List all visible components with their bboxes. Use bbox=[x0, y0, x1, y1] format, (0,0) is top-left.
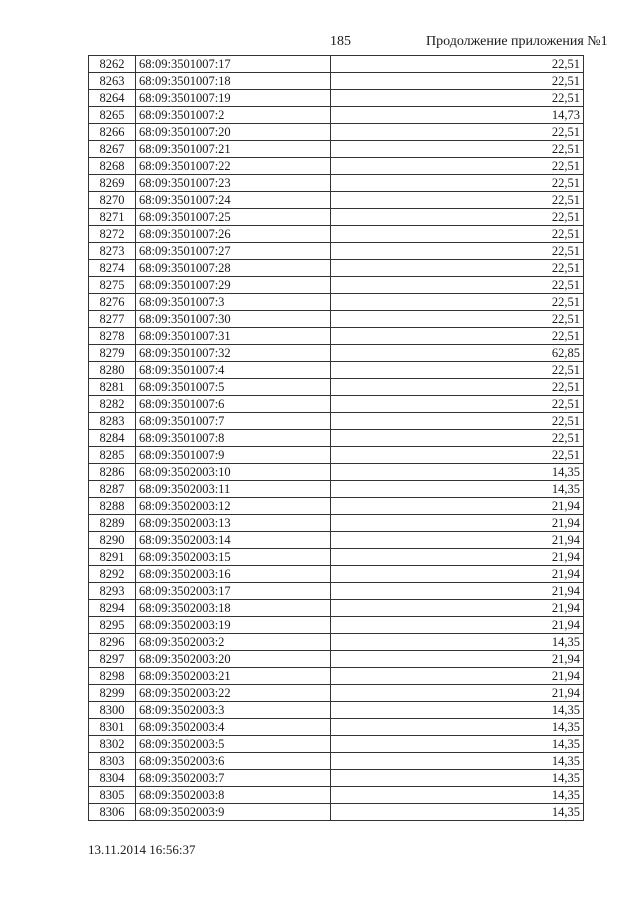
row-number-cell: 8266 bbox=[89, 124, 136, 141]
row-number-cell: 8301 bbox=[89, 719, 136, 736]
row-number-cell: 8282 bbox=[89, 396, 136, 413]
cadastral-number-cell: 68:09:3502003:13 bbox=[136, 515, 331, 532]
value-cell: 22,51 bbox=[331, 90, 584, 107]
value-cell: 14,35 bbox=[331, 719, 584, 736]
row-number-cell: 8268 bbox=[89, 158, 136, 175]
value-cell: 14,35 bbox=[331, 634, 584, 651]
table-row bbox=[89, 175, 584, 192]
value-cell: 21,94 bbox=[331, 566, 584, 583]
cadastral-number-cell: 68:09:3501007:32 bbox=[136, 345, 331, 362]
row-number-cell: 8264 bbox=[89, 90, 136, 107]
value-cell: 14,35 bbox=[331, 753, 584, 770]
cadastral-number-cell: 68:09:3502003:16 bbox=[136, 566, 331, 583]
cadastral-number-cell: 68:09:3501007:29 bbox=[136, 277, 331, 294]
row-number-cell: 8287 bbox=[89, 481, 136, 498]
table-row bbox=[89, 668, 584, 685]
cadastral-number-cell: 68:09:3501007:17 bbox=[136, 56, 331, 73]
value-cell: 22,51 bbox=[331, 192, 584, 209]
row-number-cell: 8299 bbox=[89, 685, 136, 702]
cadastral-number-cell: 68:09:3501007:26 bbox=[136, 226, 331, 243]
cadastral-number-cell: 68:09:3502003:17 bbox=[136, 583, 331, 600]
table-row bbox=[89, 787, 584, 804]
row-number-cell: 8267 bbox=[89, 141, 136, 158]
table-row bbox=[89, 685, 584, 702]
value-cell: 22,51 bbox=[331, 158, 584, 175]
cadastral-number-cell: 68:09:3502003:9 bbox=[136, 804, 331, 821]
table-row bbox=[89, 736, 584, 753]
table-row bbox=[89, 617, 584, 634]
value-cell: 21,94 bbox=[331, 549, 584, 566]
row-number-cell: 8280 bbox=[89, 362, 136, 379]
value-cell: 21,94 bbox=[331, 651, 584, 668]
table-row bbox=[89, 549, 584, 566]
table-row bbox=[89, 634, 584, 651]
row-number-cell: 8297 bbox=[89, 651, 136, 668]
value-cell: 62,85 bbox=[331, 345, 584, 362]
row-number-cell: 8296 bbox=[89, 634, 136, 651]
cadastral-number-cell: 68:09:3501007:3 bbox=[136, 294, 331, 311]
table-row bbox=[89, 481, 584, 498]
row-number-cell: 8265 bbox=[89, 107, 136, 124]
value-cell: 22,51 bbox=[331, 311, 584, 328]
value-cell: 14,35 bbox=[331, 736, 584, 753]
value-cell: 22,51 bbox=[331, 141, 584, 158]
header-title: Продолжение приложения №1 bbox=[426, 34, 608, 49]
row-number-cell: 8289 bbox=[89, 515, 136, 532]
value-cell: 22,51 bbox=[331, 430, 584, 447]
value-cell: 22,51 bbox=[331, 124, 584, 141]
row-number-cell: 8303 bbox=[89, 753, 136, 770]
table-row bbox=[89, 260, 584, 277]
row-number-cell: 8283 bbox=[89, 413, 136, 430]
row-number-cell: 8288 bbox=[89, 498, 136, 515]
table-row bbox=[89, 379, 584, 396]
table-row bbox=[89, 753, 584, 770]
value-cell: 22,51 bbox=[331, 294, 584, 311]
value-cell: 21,94 bbox=[331, 532, 584, 549]
value-cell: 14,35 bbox=[331, 702, 584, 719]
table-row bbox=[89, 192, 584, 209]
page-number: 185 bbox=[330, 34, 351, 49]
cadastral-number-cell: 68:09:3501007:27 bbox=[136, 243, 331, 260]
table-row bbox=[89, 532, 584, 549]
cadastral-number-cell: 68:09:3501007:2 bbox=[136, 107, 331, 124]
row-number-cell: 8292 bbox=[89, 566, 136, 583]
table-row bbox=[89, 158, 584, 175]
table-row bbox=[89, 141, 584, 158]
cadastral-number-cell: 68:09:3502003:11 bbox=[136, 481, 331, 498]
cadastral-number-cell: 68:09:3502003:5 bbox=[136, 736, 331, 753]
cadastral-number-cell: 68:09:3502003:4 bbox=[136, 719, 331, 736]
cadastral-number-cell: 68:09:3501007:4 bbox=[136, 362, 331, 379]
cadastral-number-cell: 68:09:3501007:20 bbox=[136, 124, 331, 141]
cadastral-number-cell: 68:09:3502003:14 bbox=[136, 532, 331, 549]
table-row bbox=[89, 583, 584, 600]
cadastral-number-cell: 68:09:3502003:2 bbox=[136, 634, 331, 651]
table-row bbox=[89, 311, 584, 328]
value-cell: 21,94 bbox=[331, 583, 584, 600]
table-row bbox=[89, 447, 584, 464]
table-row bbox=[89, 651, 584, 668]
row-number-cell: 8291 bbox=[89, 549, 136, 566]
row-number-cell: 8293 bbox=[89, 583, 136, 600]
value-cell: 14,35 bbox=[331, 481, 584, 498]
value-cell: 22,51 bbox=[331, 379, 584, 396]
cadastral-number-cell: 68:09:3501007:21 bbox=[136, 141, 331, 158]
value-cell: 22,51 bbox=[331, 362, 584, 379]
cadastral-number-cell: 68:09:3502003:3 bbox=[136, 702, 331, 719]
cadastral-number-cell: 68:09:3502003:7 bbox=[136, 770, 331, 787]
cadastral-number-cell: 68:09:3501007:22 bbox=[136, 158, 331, 175]
table-row bbox=[89, 73, 584, 90]
row-number-cell: 8285 bbox=[89, 447, 136, 464]
value-cell: 21,94 bbox=[331, 515, 584, 532]
cadastral-number-cell: 68:09:3501007:9 bbox=[136, 447, 331, 464]
row-number-cell: 8306 bbox=[89, 804, 136, 821]
cadastral-number-cell: 68:09:3501007:25 bbox=[136, 209, 331, 226]
table-row bbox=[89, 345, 584, 362]
value-cell: 22,51 bbox=[331, 226, 584, 243]
cadastral-number-cell: 68:09:3502003:19 bbox=[136, 617, 331, 634]
value-cell: 22,51 bbox=[331, 175, 584, 192]
row-number-cell: 8302 bbox=[89, 736, 136, 753]
cadastral-number-cell: 68:09:3501007:6 bbox=[136, 396, 331, 413]
value-cell: 21,94 bbox=[331, 685, 584, 702]
cadastral-number-cell: 68:09:3501007:7 bbox=[136, 413, 331, 430]
row-number-cell: 8284 bbox=[89, 430, 136, 447]
row-number-cell: 8286 bbox=[89, 464, 136, 481]
row-number-cell: 8275 bbox=[89, 277, 136, 294]
value-cell: 22,51 bbox=[331, 328, 584, 345]
cadastral-number-cell: 68:09:3502003:15 bbox=[136, 549, 331, 566]
table-row bbox=[89, 770, 584, 787]
table-row bbox=[89, 600, 584, 617]
value-cell: 22,51 bbox=[331, 209, 584, 226]
value-cell: 21,94 bbox=[331, 617, 584, 634]
cadastral-number-cell: 68:09:3501007:30 bbox=[136, 311, 331, 328]
cadastral-number-cell: 68:09:3501007:28 bbox=[136, 260, 331, 277]
cadastral-number-cell: 68:09:3502003:8 bbox=[136, 787, 331, 804]
value-cell: 14,35 bbox=[331, 804, 584, 821]
cadastral-number-cell: 68:09:3502003:22 bbox=[136, 685, 331, 702]
cadastral-number-cell: 68:09:3502003:21 bbox=[136, 668, 331, 685]
row-number-cell: 8295 bbox=[89, 617, 136, 634]
row-number-cell: 8281 bbox=[89, 379, 136, 396]
row-number-cell: 8273 bbox=[89, 243, 136, 260]
value-cell: 14,73 bbox=[331, 107, 584, 124]
registry-table bbox=[88, 55, 584, 821]
table-row bbox=[89, 566, 584, 583]
table-row bbox=[89, 464, 584, 481]
table-row bbox=[89, 396, 584, 413]
value-cell: 22,51 bbox=[331, 396, 584, 413]
table-row bbox=[89, 702, 584, 719]
row-number-cell: 8274 bbox=[89, 260, 136, 277]
cadastral-number-cell: 68:09:3502003:10 bbox=[136, 464, 331, 481]
value-cell: 22,51 bbox=[331, 413, 584, 430]
print-timestamp: 13.11.2014 16:56:37 bbox=[88, 842, 196, 857]
row-number-cell: 8277 bbox=[89, 311, 136, 328]
table-row bbox=[89, 719, 584, 736]
table-row bbox=[89, 56, 584, 73]
row-number-cell: 8276 bbox=[89, 294, 136, 311]
row-number-cell: 8279 bbox=[89, 345, 136, 362]
cadastral-number-cell: 68:09:3502003:12 bbox=[136, 498, 331, 515]
value-cell: 14,35 bbox=[331, 787, 584, 804]
value-cell: 21,94 bbox=[331, 600, 584, 617]
row-number-cell: 8271 bbox=[89, 209, 136, 226]
table-row bbox=[89, 362, 584, 379]
cadastral-number-cell: 68:09:3501007:23 bbox=[136, 175, 331, 192]
row-number-cell: 8298 bbox=[89, 668, 136, 685]
cadastral-number-cell: 68:09:3502003:6 bbox=[136, 753, 331, 770]
row-number-cell: 8272 bbox=[89, 226, 136, 243]
row-number-cell: 8263 bbox=[89, 73, 136, 90]
cadastral-number-cell: 68:09:3501007:18 bbox=[136, 73, 331, 90]
value-cell: 14,35 bbox=[331, 770, 584, 787]
table-row bbox=[89, 804, 584, 821]
table-row bbox=[89, 328, 584, 345]
table-row bbox=[89, 413, 584, 430]
cadastral-number-cell: 68:09:3501007:8 bbox=[136, 430, 331, 447]
table-row bbox=[89, 107, 584, 124]
row-number-cell: 8269 bbox=[89, 175, 136, 192]
table-row bbox=[89, 90, 584, 107]
table-row bbox=[89, 277, 584, 294]
cadastral-number-cell: 68:09:3501007:5 bbox=[136, 379, 331, 396]
value-cell: 22,51 bbox=[331, 277, 584, 294]
value-cell: 22,51 bbox=[331, 73, 584, 90]
row-number-cell: 8304 bbox=[89, 770, 136, 787]
value-cell: 21,94 bbox=[331, 498, 584, 515]
value-cell: 22,51 bbox=[331, 243, 584, 260]
row-number-cell: 8290 bbox=[89, 532, 136, 549]
value-cell: 22,51 bbox=[331, 447, 584, 464]
table-row bbox=[89, 226, 584, 243]
row-number-cell: 8300 bbox=[89, 702, 136, 719]
cadastral-number-cell: 68:09:3502003:18 bbox=[136, 600, 331, 617]
table-row bbox=[89, 209, 584, 226]
row-number-cell: 8278 bbox=[89, 328, 136, 345]
row-number-cell: 8305 bbox=[89, 787, 136, 804]
cadastral-number-cell: 68:09:3502003:20 bbox=[136, 651, 331, 668]
value-cell: 21,94 bbox=[331, 668, 584, 685]
registry-table-body bbox=[89, 56, 584, 821]
table-row bbox=[89, 124, 584, 141]
value-cell: 14,35 bbox=[331, 464, 584, 481]
cadastral-number-cell: 68:09:3501007:31 bbox=[136, 328, 331, 345]
table-row bbox=[89, 430, 584, 447]
table-row bbox=[89, 243, 584, 260]
row-number-cell: 8294 bbox=[89, 600, 136, 617]
table-row bbox=[89, 294, 584, 311]
cadastral-number-cell: 68:09:3501007:24 bbox=[136, 192, 331, 209]
cadastral-number-cell: 68:09:3501007:19 bbox=[136, 90, 331, 107]
value-cell: 22,51 bbox=[331, 260, 584, 277]
row-number-cell: 8270 bbox=[89, 192, 136, 209]
value-cell: 22,51 bbox=[331, 56, 584, 73]
row-number-cell: 8262 bbox=[89, 56, 136, 73]
table-row bbox=[89, 515, 584, 532]
table-row bbox=[89, 498, 584, 515]
